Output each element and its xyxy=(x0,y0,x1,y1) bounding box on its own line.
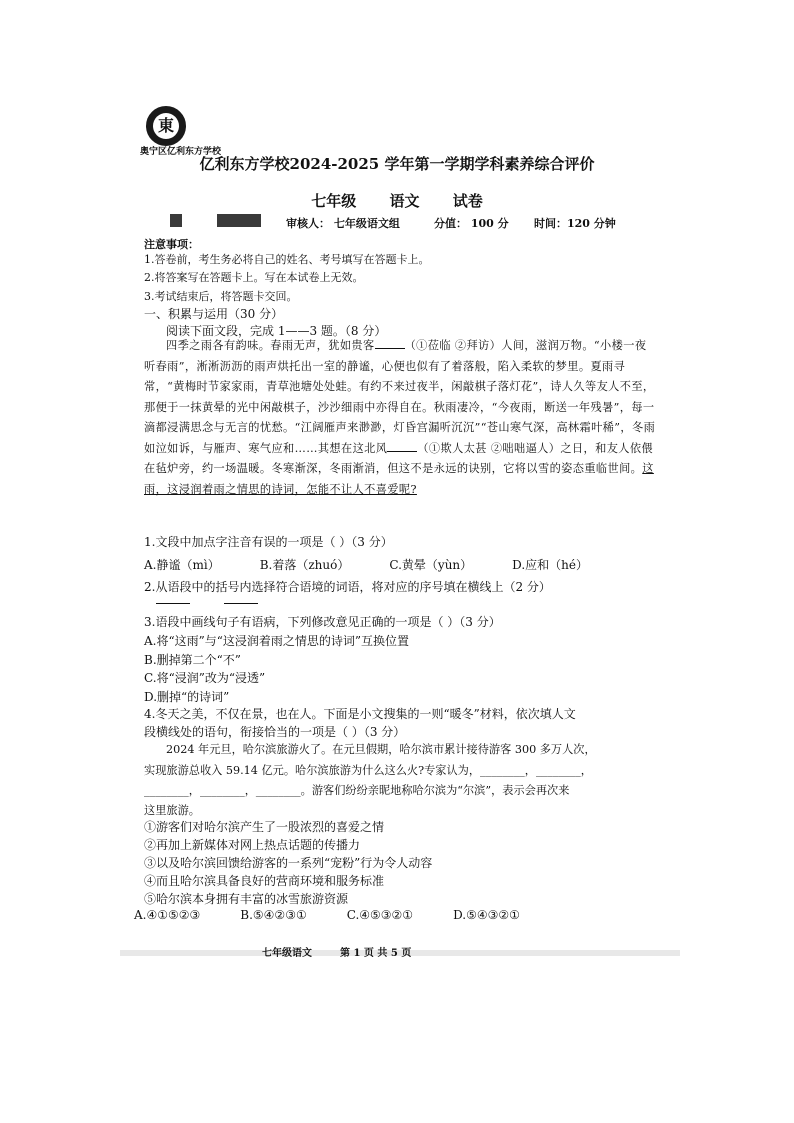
answer-line xyxy=(224,603,258,604)
reviewer-info: 审核人： 七年级语文组 xyxy=(286,217,400,230)
reading-passage: 四季之雨各有韵味。春雨无声，犹如贵客 （①莅临 ②拜访）人间，滋润万物。“小楼一夜听春雨”，淅淅沥沥的雨声烘托出一室的静谧，心便也似有了着落般，陷入柔软的梦里。夏雨寻常，“黄梅时节家家雨，青草池塘处处蛙。有约不来过夜半，闲敲棋子落灯花”，诗人久等友人不至，那便于一抹黄晕的光中闲敲棋子，沙沙细雨中亦得自在。秋雨凄冷，“今夜雨，断送一年残暑”，每一滴都浸满思念与无言的忧愁。“江阔雁声来渺渺，灯昏宫漏听沉沉”“苍山寒气深，高林霜叶稀”，冬雨如泣如诉，与雁声、寒气应和……其想在这北风 （①欺人太甚 ②咄咄逼人）之日，和友人依偎在毡炉旁，约一场温暖。冬寒渐深，冬雨渐消，但这不是永远的诀别，它将以雪的姿态重临世间。这雨，这浸润着雨之情思的诗词，怎能不让人不喜爱呢? xyxy=(144,339,656,496)
answer-line xyxy=(156,603,190,604)
logo-emblem-icon: 東 xyxy=(153,113,179,139)
option-b: B.⑤④②③① xyxy=(240,908,307,922)
question-3-option-b: B.删掉第二个“不” xyxy=(144,653,241,667)
answer-blank xyxy=(375,338,405,349)
question-3-option-d: D.删掉“的诗词” xyxy=(144,690,230,704)
option-c: C.黄晕（yùn） xyxy=(389,558,473,572)
option-c: C.④⑤③②① xyxy=(346,908,414,922)
subject-label: 语文 xyxy=(389,192,420,210)
material-text: 实现旅游总收入 59.14 亿元。哈尔滨旅游为什么这么火?专家认为，________，________， xyxy=(144,764,592,777)
sentence-item-1: ①游客们对哈尔滨产生了一股浓烈的喜爱之情 xyxy=(144,820,385,834)
sentence-item-3: ③以及哈尔滨回馈给游客的一系列“宠粉”行为令人动容 xyxy=(144,856,433,870)
underlined-sentence: 这雨，这浸润着雨之情思的诗词，怎能不让人不喜爱呢? xyxy=(144,462,654,496)
footer-page-number: 第 1 页 共 5 页 xyxy=(340,948,412,959)
sentence-item-5: ⑤哈尔滨本身拥有丰富的冰雪旅游资源 xyxy=(144,892,349,906)
sentence-item-2: ②再加上新媒体对网上热点话题的传播力 xyxy=(144,838,361,852)
redaction-block xyxy=(170,214,182,227)
question-3-stem: 3.语段中画线句子有语病，下列修改意见正确的一项是（ ）（3 分） xyxy=(144,615,501,629)
question-3-option-a: A.将“这雨”与“这浸润着雨之情思的诗词”互换位置 xyxy=(144,634,410,648)
material-text: 2024 年元旦，哈尔滨旅游火了。在元旦假期，哈尔滨市累计接待游客 300 多万人次， xyxy=(166,743,596,756)
paper-label: 试卷 xyxy=(452,192,483,210)
score-info: 分值： 100 分 xyxy=(434,217,509,230)
note-item: 2.将答案写在答题卡上。写在本试卷上无效。 xyxy=(144,271,364,284)
answer-blank xyxy=(387,441,417,452)
school-name-small: 奥宁区亿利东方学校 xyxy=(140,147,222,157)
material-text: ________，________，________。游客们纷纷亲昵地称哈尔滨为“尔滨”，表示会再次来 xyxy=(144,784,570,797)
question-4-stem: 4.冬天之美，不仅在景，也在人。下面是小文搜集的一则“暖冬”材料，依次填人文 xyxy=(144,707,576,721)
grade-label: 七年级 xyxy=(311,192,357,210)
option-b: B.着落（zhuó） xyxy=(259,558,350,572)
option-a: A.静谧（mì） xyxy=(144,558,220,572)
question-4-stem-cont: 段横线处的语句，衔接恰当的一项是（ ）（3 分） xyxy=(144,725,406,739)
option-d: D.⑤④③②① xyxy=(453,908,520,922)
footer-subject: 七年级语文 xyxy=(262,948,312,959)
note-item: 1.答卷前，考生务必将自己的姓名、考号填写在答题卡上。 xyxy=(144,253,430,266)
question-4-options xyxy=(134,908,560,922)
sentence-item-4: ④而且哈尔滨具备良好的营商环境和服务标准 xyxy=(144,874,385,888)
notes-heading: 注意事项： xyxy=(144,238,199,251)
redaction-block xyxy=(217,214,261,227)
question-1-stem: 1.文段中加点字注音有误的一项是（ ）（3 分） xyxy=(144,535,393,549)
time-info: 时间：120 分钟 xyxy=(534,217,616,230)
note-item: 3.考试结束后，将答题卡交回。 xyxy=(144,290,298,303)
material-text: 这里旅游。 xyxy=(144,804,200,817)
exam-title: 亿利东方学校2024-2025 学年第一学期学科素养综合评价 xyxy=(199,155,595,173)
reading-instruction: 阅读下面文段，完成 1——3 题。（8 分） xyxy=(166,324,387,338)
option-a: A.④①⑤②③ xyxy=(134,908,201,922)
section-heading: 一、积累与运用（30 分） xyxy=(144,307,284,321)
question-2-stem: 2.从语段中的括号内选择符合语境的词语，将对应的序号填在横线上（2 分） xyxy=(144,580,551,594)
option-d: D.应和（hé） xyxy=(512,558,588,572)
question-3-option-c: C.将“浸润”改为“浸透” xyxy=(144,671,266,685)
question-1-options xyxy=(144,556,628,573)
exam-subtitle xyxy=(0,190,794,211)
school-logo xyxy=(146,106,186,146)
